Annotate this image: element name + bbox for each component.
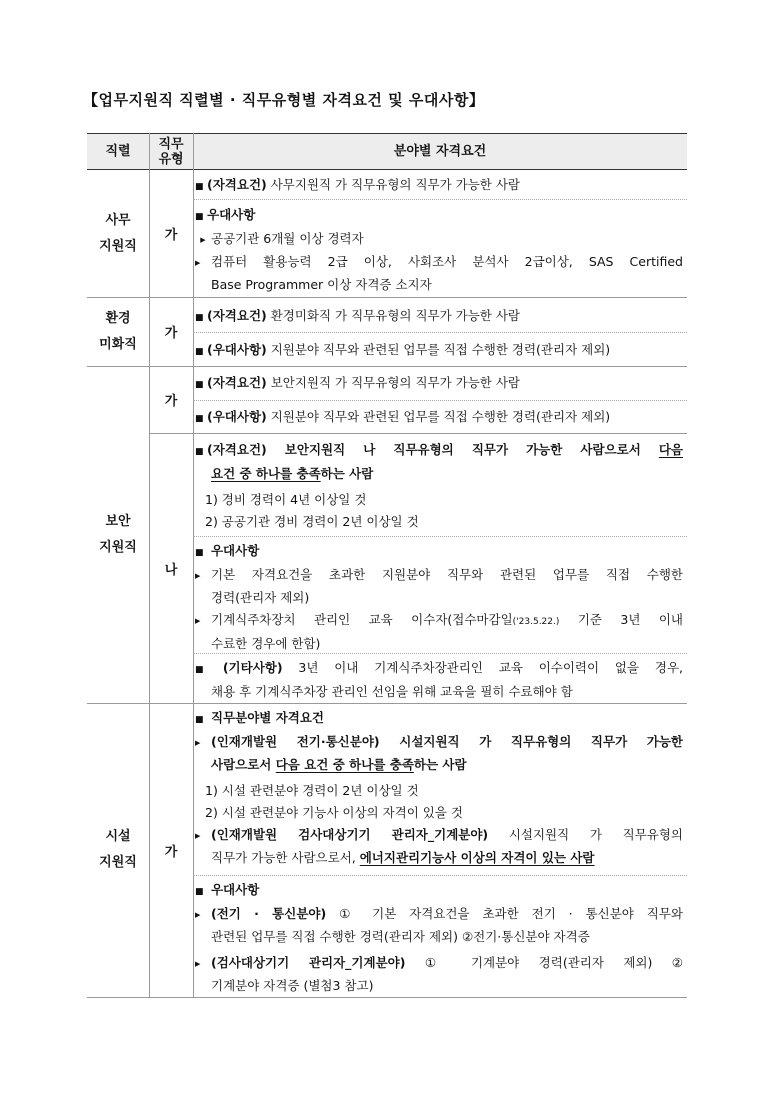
job-facility: 시설 지원직	[99, 829, 137, 870]
security-na-preferences: ■ 우대사항 ▶ 기본 자격요건을 초과한 지원분야 직무와 관련된 업무를 직접 수행한 경력(관리자 제외) ▶ 기계식주차장치 관리인 교육 이수자(접수마감일('23.5.22.) 기준 3년 이내 수료한 경우에 한함)	[195, 543, 683, 651]
security-na-requirements: ■ (자격요건) 보안지원직 나 직무유형의 직무가 가능한 사람으로서 다음 요건 중 하나를 충족하는 사람 1) 경비 경력이 4년 이상일 것 2) 공공기관 경비 경력이 2년 이상일 것	[195, 442, 683, 529]
header-job: 직렬	[105, 144, 131, 159]
facility-requirements: ■ 직무분야별 자격요건 ▶ (인재개발원 전기·통신분야) 시설지원직 가 직무유형의 직무가 가능한 사람으로서 다음 요건 중 하나를 충족하는 사람 1) 시설 관련분야 경력이 2년 이상일 것 2) 시설 관련분야 기능사 이상의 자격이 있을 것 ▶ (인재개발원 검사대상기기 관리자_기계분야) 시설지원직 가 직무유형의 직무가 가능한 사람으로서, 에너지관리기능사 이상의 자격이 있는 사람	[195, 710, 683, 865]
type-office-ga: 가	[164, 228, 178, 243]
type-security-na: 나	[164, 562, 178, 578]
security-ga-requirements: ■ (자격요건) 보안지원직 가 직무유형의 직무가 가능한 사람	[195, 375, 521, 390]
header-requirements: 분야별 자격요건	[393, 144, 487, 159]
job-office: 사무 지원직	[99, 212, 137, 254]
type-facility-ga: 가	[164, 844, 178, 860]
table-header	[87, 133, 687, 170]
office-requirements: ■ (자격요건) 사무지원직 가 직무유형의 직무가 가능한 사람	[195, 177, 521, 192]
requirements-table	[87, 133, 687, 997]
office-preferences: ■ 우대사항 ▶ 공공기관 6개월 이상 경력자 ▶ 컴퓨터 활용능력 2급 이상, 사회조사 분석사 2급이상, SAS Certified Base Programmer 이상 자격증 소지자	[195, 207, 683, 292]
page-title: 【업무지원직 직렬별 · 직무유형별 자격요건 및 우대사항】	[83, 91, 485, 109]
security-ga-preferences: ■ (우대사항) 지원분야 직무와 관련된 업무를 직접 수행한 경력(관리자 제외)	[195, 409, 611, 424]
job-security: 보안 지원직	[99, 513, 137, 555]
facility-preferences: ■ 우대사항 ▶ (전기 · 통신분야) ① 기본 자격요건을 초과한 전기 · 통신분야 직무와 관련된 업무를 직접 수행한 경력(관리자 제외) ②전기·통신분야 자격증 ▶ (검사대상기기 관리자_기계분야) ① 기계분야 경력(관리자 제외) ② 기계분야 자격증 (별첨3 참고)	[195, 882, 683, 993]
env-preferences: ■ (우대사항) 지원분야 직무와 관련된 업무를 직접 수행한 경력(관리자 제외)	[195, 342, 611, 357]
header-type: 직무 유형	[158, 136, 184, 167]
type-env-ga: 가	[164, 326, 178, 341]
type-security-ga: 가	[164, 394, 178, 409]
security-na-other: ■ (기타사항) 3년 이내 기계식주차장관리인 교육 이수이력이 없을 경우, 채용 후 기계식주차장 관리인 선임을 위해 교육을 필히 수료해야 함	[195, 660, 683, 699]
env-requirements: ■ (자격요건) 환경미화직 가 직무유형의 직무가 가능한 사람	[195, 308, 521, 323]
job-env: 환경 미화직	[99, 310, 137, 352]
